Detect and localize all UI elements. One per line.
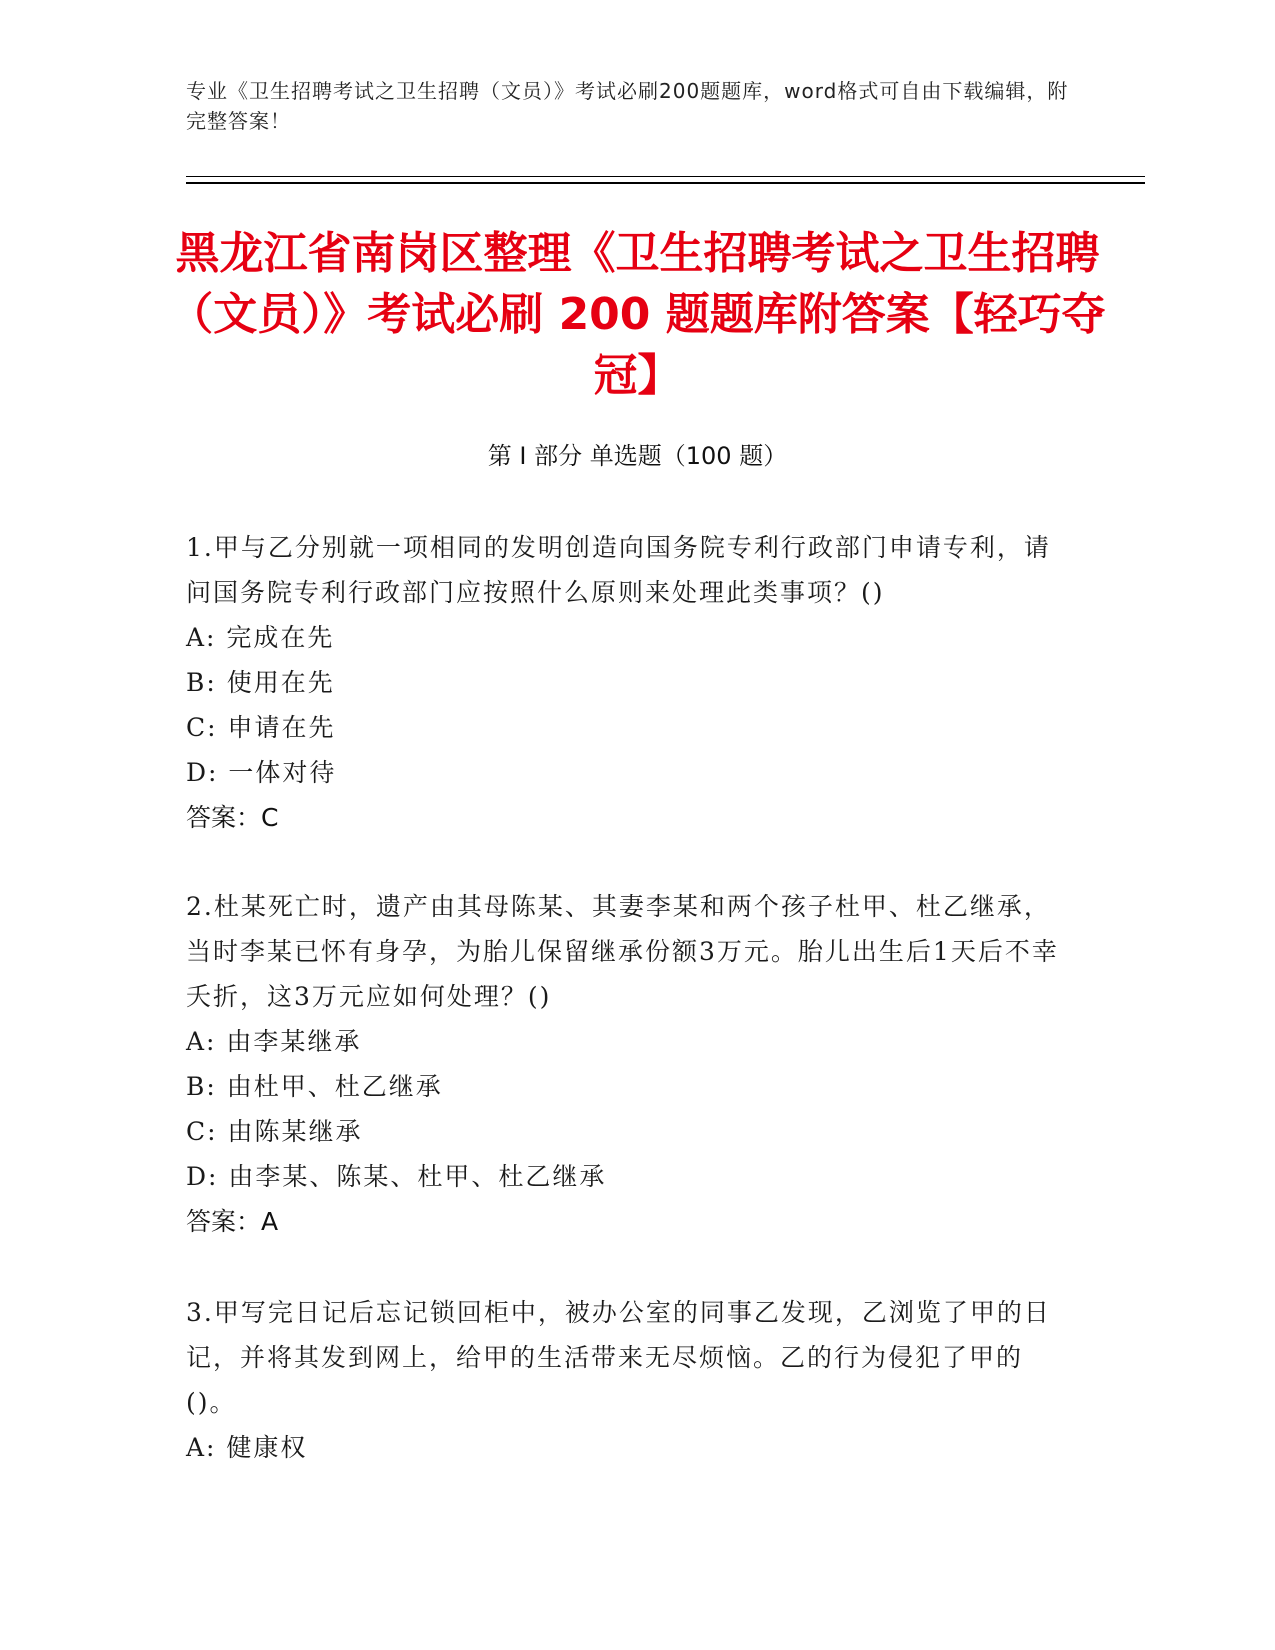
question-stem: 3.甲写完日记后忘记锁回柜中，被办公室的同事乙发现，乙浏览了甲的日记，并将其发到网上，给甲的生活带来无尽烦恼。乙的行为侵犯了甲的()。 bbox=[186, 1298, 1051, 1417]
question-3 bbox=[186, 1290, 1066, 1470]
header-divider-thick bbox=[186, 182, 1145, 184]
option-a: A: 健康权 bbox=[186, 1433, 308, 1462]
answer: 答案：C bbox=[186, 803, 279, 832]
document-title: 黑龙江省南岗区整理《卫生招聘考试之卫生招聘（文员）》考试必刷 200 题题库附答案【轻巧夺冠】 bbox=[169, 228, 1106, 401]
question-1 bbox=[186, 525, 1066, 840]
option-b: B: 由杜甲、杜乙继承 bbox=[186, 1072, 443, 1101]
question-stem: 2.杜某死亡时，遗产由其母陈某、其妻李某和两个孩子杜甲、杜乙继承，当时李某已怀有身孕，为胎儿保留继承份额3万元。胎儿出生后1天后不幸夭折，这3万元应如何处理？() bbox=[186, 892, 1059, 1011]
question-2 bbox=[186, 884, 1066, 1244]
header-divider-thin bbox=[186, 176, 1145, 177]
section-heading: 第 I 部分 单选题（100 题） bbox=[487, 442, 788, 470]
intro-text: 专业《卫生招聘考试之卫生招聘（文员）》考试必刷200题题库，word格式可自由下载编辑，附完整答案！ bbox=[186, 79, 1069, 133]
option-a: A: 由李某继承 bbox=[186, 1027, 362, 1056]
answer: 答案：A bbox=[186, 1207, 279, 1236]
option-b: B: 使用在先 bbox=[186, 668, 335, 697]
option-d: D: 一体对待 bbox=[186, 758, 337, 787]
option-c: C: 由陈某继承 bbox=[186, 1117, 363, 1146]
option-a: A: 完成在先 bbox=[186, 623, 335, 652]
option-d: D: 由李某、陈某、杜甲、杜乙继承 bbox=[186, 1162, 607, 1191]
question-stem: 1.甲与乙分别就一项相同的发明创造向国务院专利行政部门申请专利，请问国务院专利行政部门应按照什么原则来处理此类事项？() bbox=[186, 533, 1051, 607]
option-c: C: 申请在先 bbox=[186, 713, 336, 742]
